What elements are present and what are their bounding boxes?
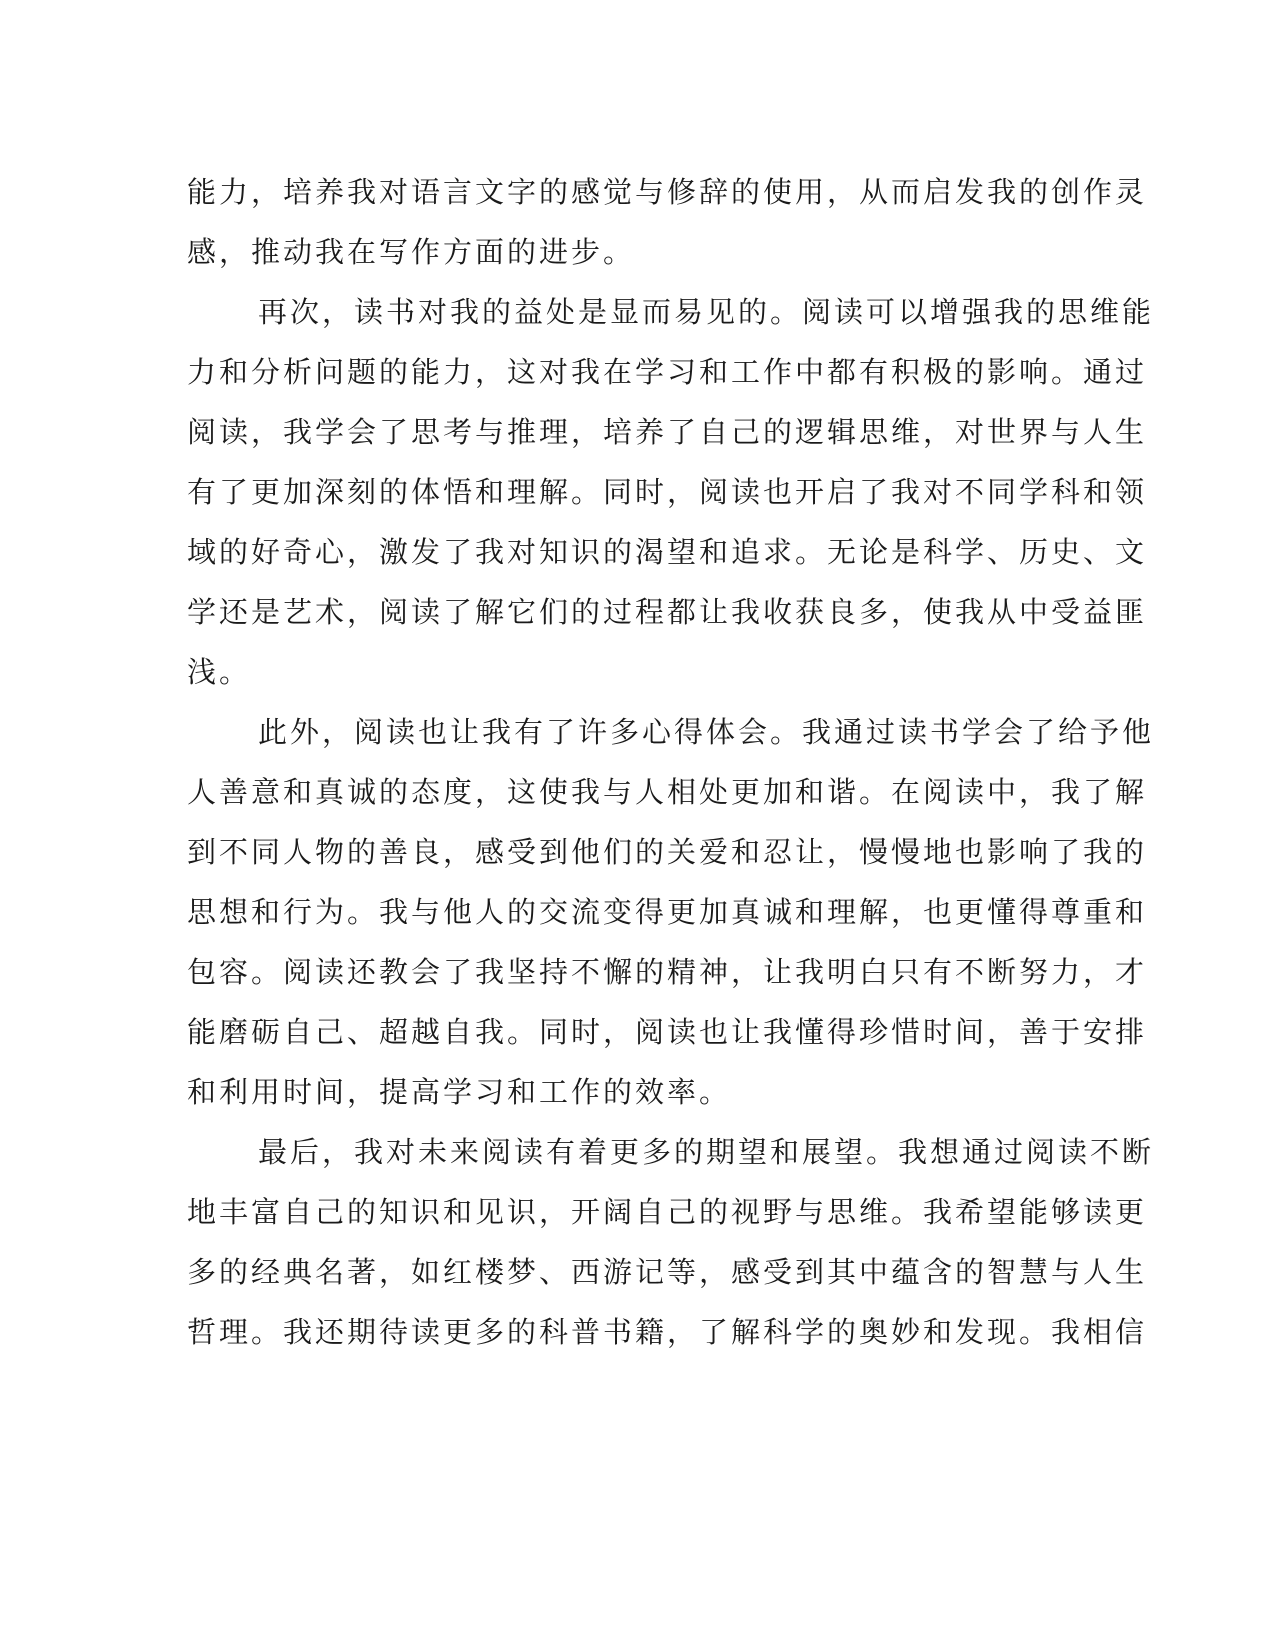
paragraph-start-line: 此外，阅读也让我有了许多心得体会。我通过读书学会了给予他 [258, 715, 1155, 749]
paragraph-start-line: 最后，我对未来阅读有着更多的期望和展望。我想通过阅读不断 [258, 1135, 1155, 1169]
text-line: 域的好奇心，激发了我对知识的渴望和追求。无论是科学、历史、文 [187, 535, 1148, 569]
body-text [187, 162, 1155, 1362]
text-line: 和利用时间，提高学习和工作的效率。 [187, 1075, 732, 1109]
text-line: 能力，培养我对语言文字的感觉与修辞的使用，从而启发我的创作灵 [187, 175, 1148, 209]
text-line: 思想和行为。我与他人的交流变得更加真诚和理解，也更懂得尊重和 [187, 895, 1148, 929]
text-line: 感，推动我在写作方面的进步。 [187, 235, 636, 269]
text-line: 到不同人物的善良，感受到他们的关爱和忍让，慢慢地也影响了我的 [187, 835, 1148, 869]
paragraph-start-line: 再次，读书对我的益处是显而易见的。阅读可以增强我的思维能 [258, 295, 1155, 329]
text-line: 地丰富自己的知识和见识，开阔自己的视野与思维。我希望能够读更 [187, 1195, 1148, 1229]
text-line: 包容。阅读还教会了我坚持不懈的精神，让我明白只有不断努力，才 [187, 955, 1148, 989]
text-line: 学还是艺术，阅读了解它们的过程都让我收获良多，使我从中受益匪 [187, 595, 1148, 629]
text-line: 力和分析问题的能力，这对我在学习和工作中都有积极的影响。通过 [187, 355, 1148, 389]
text-line: 能磨砺自己、超越自我。同时，阅读也让我懂得珍惜时间，善于安排 [187, 1015, 1148, 1049]
text-line: 有了更加深刻的体悟和理解。同时，阅读也开启了我对不同学科和领 [187, 475, 1148, 509]
text-line: 哲理。我还期待读更多的科普书籍，了解科学的奥妙和发现。我相信 [187, 1315, 1148, 1349]
text-line: 人善意和真诚的态度，这使我与人相处更加和谐。在阅读中，我了解 [187, 775, 1148, 809]
text-line: 阅读，我学会了思考与推理，培养了自己的逻辑思维，对世界与人生 [187, 415, 1148, 449]
text-line: 多的经典名著，如红楼梦、西游记等，感受到其中蕴含的智慧与人生 [187, 1255, 1148, 1289]
text-line: 浅。 [187, 655, 252, 689]
